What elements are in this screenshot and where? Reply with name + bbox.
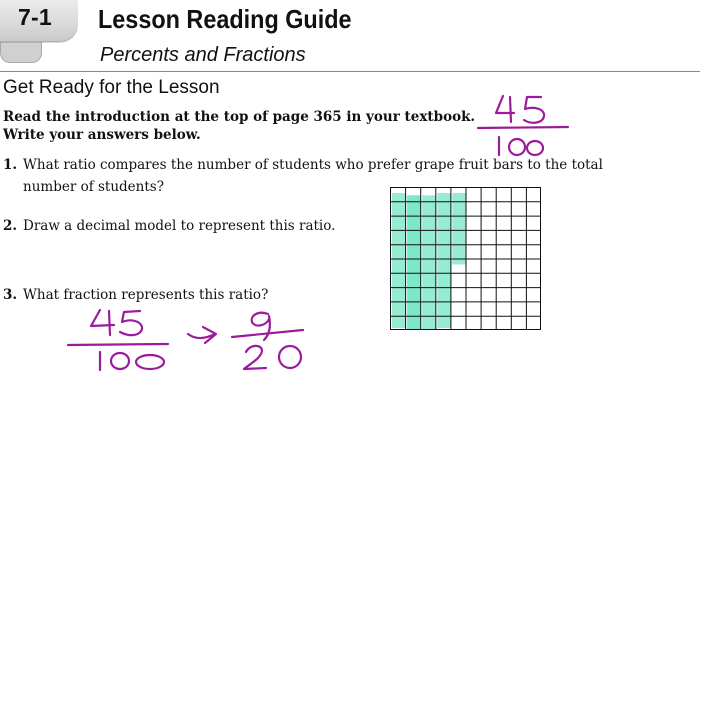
question-text: Draw a decimal model to represent this ratio. [23, 218, 336, 234]
handwritten-answer-3 [68, 310, 303, 370]
shaded-column [392, 193, 406, 328]
header-divider [0, 71, 700, 72]
lesson-title: Lesson Reading Guide [98, 4, 352, 34]
question-number: 2. [3, 218, 18, 234]
question-text-continued: number of students? [23, 179, 164, 195]
grid-shading [392, 193, 466, 330]
shaded-column [437, 193, 451, 328]
decimal-model-grid [390, 187, 541, 330]
section-heading: Get Ready for the Lesson [3, 77, 220, 98]
shaded-column [407, 195, 421, 330]
lesson-subtitle: Percents and Fractions [100, 44, 306, 66]
instruction-line-1: Read the introduction at the top of page 365 in your textbook. [3, 109, 476, 125]
instructions [3, 108, 523, 144]
instruction-line-2: Write your answers below. [3, 127, 201, 143]
question-3 [3, 284, 663, 306]
question-number: 1. [3, 157, 18, 173]
question-text: What ratio compares the number of students who prefer grape fruit bars to the total [23, 157, 603, 173]
lesson-number: 7-1 [18, 4, 52, 30]
question-text: What fraction represents this ratio? [23, 287, 269, 303]
question-2 [3, 215, 663, 237]
shaded-column [422, 195, 436, 330]
question-1 [3, 154, 663, 198]
decimal-model-svg [390, 187, 541, 330]
shaded-partial-column [452, 193, 465, 265]
question-number: 3. [3, 287, 18, 303]
